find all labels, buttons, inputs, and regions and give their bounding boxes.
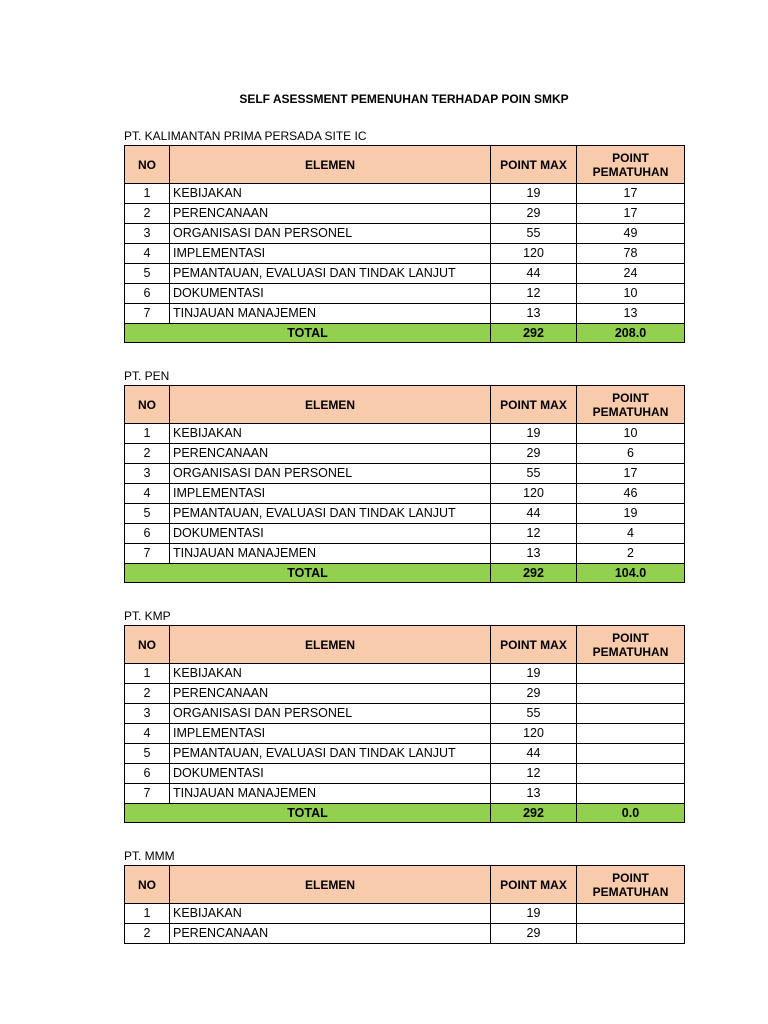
cell-no: 1 xyxy=(125,184,170,204)
table-row xyxy=(125,304,685,324)
cell-point-max: 13 xyxy=(491,544,577,564)
cell-no: 2 xyxy=(125,924,170,944)
company-label: PT. PEN xyxy=(124,369,170,383)
company-section xyxy=(124,847,684,944)
cell-no: 2 xyxy=(125,684,170,704)
cell-no: 5 xyxy=(125,744,170,764)
total-row xyxy=(125,324,685,343)
cell-elemen: IMPLEMENTASI xyxy=(170,244,491,264)
company-section xyxy=(124,127,684,343)
header-point-pematuhan-line1: POINT xyxy=(612,870,649,885)
table-row xyxy=(125,784,685,804)
cell-point-max: 44 xyxy=(491,744,577,764)
header-point-pematuhan xyxy=(577,626,685,664)
cell-elemen: TINJAUAN MANAJEMEN xyxy=(170,304,491,324)
table-header-row xyxy=(125,386,685,424)
cell-point-max: 120 xyxy=(491,244,577,264)
cell-no: 4 xyxy=(125,244,170,264)
cell-point-pematuhan: 19 xyxy=(577,504,685,524)
cell-elemen: TINJAUAN MANAJEMEN xyxy=(170,784,491,804)
cell-point-pematuhan: 49 xyxy=(577,224,685,244)
total-point-pematuhan: 208.0 xyxy=(577,324,685,343)
cell-point-pematuhan xyxy=(577,744,685,764)
cell-point-max: 12 xyxy=(491,524,577,544)
header-no: NO xyxy=(125,386,170,424)
total-label: TOTAL xyxy=(125,564,491,583)
cell-no: 2 xyxy=(125,444,170,464)
cell-point-max: 55 xyxy=(491,704,577,724)
cell-elemen: PERENCANAAN xyxy=(170,684,491,704)
cell-point-pematuhan: 4 xyxy=(577,524,685,544)
header-point-pematuhan-line2: PEMATUHAN xyxy=(592,884,669,899)
header-elemen: ELEMEN xyxy=(170,386,491,424)
cell-no: 7 xyxy=(125,784,170,804)
cell-elemen: DOKUMENTASI xyxy=(170,764,491,784)
header-point-pematuhan-line2: PEMATUHAN xyxy=(592,404,669,419)
assessment-table xyxy=(124,865,685,944)
cell-point-max: 13 xyxy=(491,784,577,804)
cell-point-pematuhan: 6 xyxy=(577,444,685,464)
cell-point-max: 29 xyxy=(491,924,577,944)
header-no: NO xyxy=(125,146,170,184)
cell-elemen: IMPLEMENTASI xyxy=(170,724,491,744)
cell-point-max: 19 xyxy=(491,424,577,444)
total-point-pematuhan: 0.0 xyxy=(577,804,685,823)
cell-point-max: 12 xyxy=(491,284,577,304)
table-header-row xyxy=(125,866,685,904)
table-row xyxy=(125,724,685,744)
company-section xyxy=(124,367,684,583)
cell-elemen: DOKUMENTASI xyxy=(170,524,491,544)
header-point-pematuhan-line1: POINT xyxy=(612,390,649,405)
cell-point-pematuhan: 17 xyxy=(577,184,685,204)
total-label: TOTAL xyxy=(125,804,491,823)
cell-elemen: IMPLEMENTASI xyxy=(170,484,491,504)
table-row xyxy=(125,924,685,944)
header-point-pematuhan-line1: POINT xyxy=(612,150,649,165)
table-row xyxy=(125,704,685,724)
table-row xyxy=(125,744,685,764)
table-row xyxy=(125,444,685,464)
cell-point-pematuhan: 17 xyxy=(577,464,685,484)
cell-point-pematuhan: 13 xyxy=(577,304,685,324)
header-point-max: POINT MAX xyxy=(491,146,577,184)
assessment-table xyxy=(124,145,685,343)
document-title: SELF ASESSMENT PEMENUHAN TERHADAP POIN SMKP xyxy=(239,92,569,106)
cell-point-pematuhan: 2 xyxy=(577,544,685,564)
cell-point-pematuhan xyxy=(577,764,685,784)
cell-elemen: PEMANTAUAN, EVALUASI DAN TINDAK LANJUT xyxy=(170,504,491,524)
assessment-table xyxy=(124,625,685,823)
cell-point-max: 55 xyxy=(491,464,577,484)
total-point-max: 292 xyxy=(491,324,577,343)
cell-point-pematuhan xyxy=(577,664,685,684)
cell-no: 6 xyxy=(125,284,170,304)
cell-point-max: 12 xyxy=(491,764,577,784)
cell-no: 4 xyxy=(125,484,170,504)
cell-elemen: ORGANISASI DAN PERSONEL xyxy=(170,224,491,244)
cell-point-max: 29 xyxy=(491,204,577,224)
cell-no: 5 xyxy=(125,264,170,284)
cell-point-pematuhan xyxy=(577,724,685,744)
cell-point-max: 55 xyxy=(491,224,577,244)
company-label: PT. MMM xyxy=(124,849,175,863)
cell-point-pematuhan xyxy=(577,784,685,804)
cell-point-pematuhan: 78 xyxy=(577,244,685,264)
cell-point-max: 29 xyxy=(491,684,577,704)
header-point-pematuhan-line1: POINT xyxy=(612,630,649,645)
cell-elemen: PERENCANAAN xyxy=(170,444,491,464)
cell-no: 3 xyxy=(125,704,170,724)
cell-point-pematuhan: 10 xyxy=(577,424,685,444)
total-row xyxy=(125,804,685,823)
header-elemen: ELEMEN xyxy=(170,866,491,904)
header-no: NO xyxy=(125,626,170,664)
table-row xyxy=(125,424,685,444)
table-row xyxy=(125,484,685,504)
header-no: NO xyxy=(125,866,170,904)
table-row xyxy=(125,264,685,284)
cell-no: 6 xyxy=(125,524,170,544)
header-elemen: ELEMEN xyxy=(170,626,491,664)
cell-point-max: 120 xyxy=(491,484,577,504)
total-row xyxy=(125,564,685,583)
cell-point-max: 44 xyxy=(491,504,577,524)
cell-point-max: 19 xyxy=(491,184,577,204)
table-row xyxy=(125,244,685,264)
company-label: PT. KALIMANTAN PRIMA PERSADA SITE IC xyxy=(124,129,367,143)
header-point-pematuhan-line2: PEMATUHAN xyxy=(592,644,669,659)
cell-elemen: PEMANTAUAN, EVALUASI DAN TINDAK LANJUT xyxy=(170,744,491,764)
cell-elemen: PERENCANAAN xyxy=(170,924,491,944)
table-row xyxy=(125,284,685,304)
table-row xyxy=(125,764,685,784)
cell-point-max: 19 xyxy=(491,904,577,924)
table-header-row xyxy=(125,626,685,664)
cell-point-pematuhan: 10 xyxy=(577,284,685,304)
table-row xyxy=(125,184,685,204)
cell-no: 1 xyxy=(125,904,170,924)
header-point-max: POINT MAX xyxy=(491,386,577,424)
header-point-pematuhan xyxy=(577,866,685,904)
cell-no: 2 xyxy=(125,204,170,224)
cell-point-pematuhan xyxy=(577,924,685,944)
table-row xyxy=(125,524,685,544)
total-point-max: 292 xyxy=(491,564,577,583)
cell-elemen: ORGANISASI DAN PERSONEL xyxy=(170,704,491,724)
cell-point-pematuhan: 46 xyxy=(577,484,685,504)
cell-no: 7 xyxy=(125,544,170,564)
cell-point-max: 120 xyxy=(491,724,577,744)
table-row xyxy=(125,904,685,924)
table-header-row xyxy=(125,146,685,184)
cell-elemen: KEBIJAKAN xyxy=(170,184,491,204)
cell-no: 6 xyxy=(125,764,170,784)
cell-point-pematuhan: 24 xyxy=(577,264,685,284)
cell-point-pematuhan xyxy=(577,684,685,704)
total-point-max: 292 xyxy=(491,804,577,823)
table-row xyxy=(125,684,685,704)
table-row xyxy=(125,464,685,484)
cell-point-pematuhan xyxy=(577,904,685,924)
cell-elemen: PERENCANAAN xyxy=(170,204,491,224)
cell-elemen: KEBIJAKAN xyxy=(170,904,491,924)
cell-no: 7 xyxy=(125,304,170,324)
assessment-table xyxy=(124,385,685,583)
header-point-pematuhan xyxy=(577,146,685,184)
cell-elemen: KEBIJAKAN xyxy=(170,424,491,444)
total-point-pematuhan: 104.0 xyxy=(577,564,685,583)
header-point-max: POINT MAX xyxy=(491,866,577,904)
header-elemen: ELEMEN xyxy=(170,146,491,184)
total-label: TOTAL xyxy=(125,324,491,343)
cell-point-max: 13 xyxy=(491,304,577,324)
table-row xyxy=(125,544,685,564)
cell-no: 4 xyxy=(125,724,170,744)
header-point-max: POINT MAX xyxy=(491,626,577,664)
table-row xyxy=(125,224,685,244)
cell-point-max: 44 xyxy=(491,264,577,284)
cell-point-max: 29 xyxy=(491,444,577,464)
header-point-pematuhan xyxy=(577,386,685,424)
cell-point-pematuhan xyxy=(577,704,685,724)
table-row xyxy=(125,504,685,524)
cell-elemen: KEBIJAKAN xyxy=(170,664,491,684)
cell-elemen: ORGANISASI DAN PERSONEL xyxy=(170,464,491,484)
company-label: PT. KMP xyxy=(124,609,171,623)
cell-no: 1 xyxy=(125,664,170,684)
header-point-pematuhan-line2: PEMATUHAN xyxy=(592,164,669,179)
cell-point-pematuhan: 17 xyxy=(577,204,685,224)
cell-elemen: TINJAUAN MANAJEMEN xyxy=(170,544,491,564)
cell-no: 5 xyxy=(125,504,170,524)
cell-no: 3 xyxy=(125,464,170,484)
cell-no: 1 xyxy=(125,424,170,444)
cell-no: 3 xyxy=(125,224,170,244)
table-row xyxy=(125,204,685,224)
company-section xyxy=(124,607,684,823)
cell-elemen: DOKUMENTASI xyxy=(170,284,491,304)
cell-point-max: 19 xyxy=(491,664,577,684)
cell-elemen: PEMANTAUAN, EVALUASI DAN TINDAK LANJUT xyxy=(170,264,491,284)
table-row xyxy=(125,664,685,684)
